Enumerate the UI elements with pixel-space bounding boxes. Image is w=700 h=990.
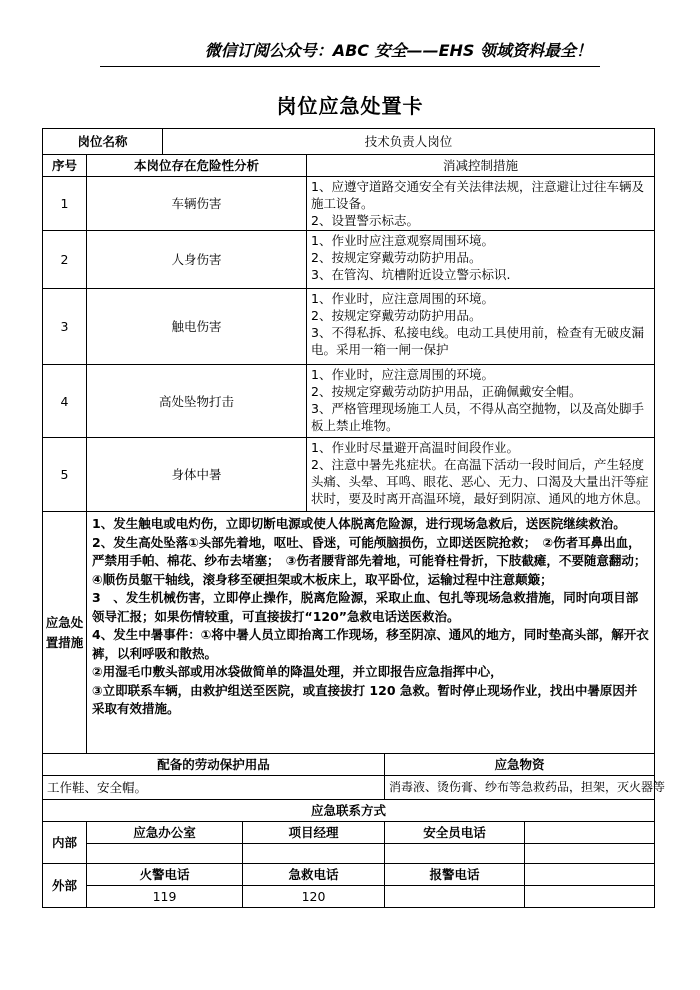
header-note-text: 微信订阅公众号：ABC 安全——EHS 领域资料最全！	[204, 41, 592, 60]
internal-header: 安全员电话	[385, 822, 525, 844]
external-value	[385, 886, 525, 908]
row-measures	[307, 177, 655, 231]
table-row	[43, 289, 655, 365]
row-hazard: 人身伤害	[87, 231, 307, 289]
table-row	[43, 177, 655, 231]
column-header-row	[43, 155, 655, 177]
measure-line: 2、设置警示标志。	[311, 213, 419, 228]
protect-value: 工作鞋、安全帽。	[43, 776, 385, 800]
supplies-label: 应急物资	[385, 754, 655, 776]
measure-line: 3、在管沟、坑槽附近设立警示标识.	[311, 267, 511, 282]
emergency-paragraph: 2、发生高处坠落①头部先着地，呕吐、昏迷，可能颅脑损伤，立即送医院抢救； ②伤者耳鼻出血，严禁用手帕、棉花、纱布去堵塞； ③伤者腰背部先着地，可能脊柱骨折，下肢截瘫，不要随意翻动； ④顺伤员躯干轴线，滚身移至硬担架或木板床上，取平卧位，运输过程中注意颠簸；	[92, 534, 653, 587]
external-label: 外部	[43, 864, 87, 908]
measure-line: 2、按规定穿戴劳动防护用品。	[311, 250, 482, 265]
internal-header-row	[43, 822, 655, 844]
measure-line: 1、作业时，应注意周围的环境。	[311, 367, 494, 382]
external-value: 119	[87, 886, 243, 908]
emergency-row	[43, 512, 655, 754]
row-index: 3	[43, 289, 87, 365]
external-header-extra	[525, 864, 655, 886]
internal-header: 应急办公室	[87, 822, 243, 844]
emergency-label: 应急处置措施	[43, 512, 87, 754]
row-index: 5	[43, 438, 87, 512]
table-row	[43, 365, 655, 438]
measure-line: 3、不得私拆、私接电线。电动工具使用前，检查有无破皮漏电。采用一箱一闸一保护	[311, 325, 644, 357]
row-hazard: 高处坠物打击	[87, 365, 307, 438]
external-value: 120	[243, 886, 385, 908]
measure-line: 2、按规定穿戴劳动防护用品。	[311, 308, 482, 323]
external-header: 报警电话	[385, 864, 525, 886]
protect-label: 配备的劳动保护用品	[43, 754, 385, 776]
row-index: 1	[43, 177, 87, 231]
emergency-card-table	[42, 128, 666, 908]
equipment-value-row	[43, 776, 655, 800]
external-value-row	[43, 886, 655, 908]
row-measures	[307, 231, 655, 289]
header-note	[0, 38, 700, 62]
internal-value	[525, 844, 655, 864]
external-header: 急救电话	[243, 864, 385, 886]
post-row	[43, 129, 655, 155]
table-row	[43, 438, 655, 512]
measure-line: 3、严格管理现场施工人员，不得从高空抛物，以及高处脚手板上禁止堆物。	[311, 401, 644, 433]
internal-header-extra	[525, 822, 655, 844]
measure-line: 2、按规定穿戴劳动防护用品，正确佩戴安全帽。	[311, 384, 582, 399]
external-header: 火警电话	[87, 864, 243, 886]
header-divider	[100, 66, 600, 67]
internal-value	[87, 844, 243, 864]
row-hazard: 车辆伤害	[87, 177, 307, 231]
row-index: 4	[43, 365, 87, 438]
row-hazard: 触电伤害	[87, 289, 307, 365]
post-label: 岗位名称	[43, 129, 163, 155]
contacts-title-row	[43, 800, 655, 822]
measure-line: 2、注意中暑先兆症状。在高温下活动一段时间后，产生轻度头痛、头晕、耳鸣、眼花、恶心、无力、口渴及大量出汗等症状时，要及时离开高温环境，最好到阴凉、通风的地方休息。	[311, 457, 649, 506]
measure-line: 1、作业时，应注意周围的环境。	[311, 291, 494, 306]
emergency-paragraph: ③立即联系车辆，由救护组送至医院，或直接拔打 120 急救。暂时停止现场作业，找出中暑原因并采取有效措施。	[92, 682, 638, 716]
row-index: 2	[43, 231, 87, 289]
emergency-paragraph: ②用湿毛巾敷头部或用冰袋做简单的降温处理，并立即报告应急指挥中心，	[92, 664, 503, 679]
equipment-header-row	[43, 754, 655, 776]
page-title: 岗位应急处置卡	[276, 94, 424, 118]
emergency-measures	[87, 512, 655, 754]
emergency-paragraph: 3 、发生机械伤害，立即停止操作，脱离危险源，采取止血、包扎等现场急救措施，同时向项目部领导汇报；如果伤情较重，可直接拔打“120”急救电话送医救治。	[92, 590, 639, 624]
col-index-header: 序号	[43, 155, 87, 177]
internal-value	[385, 844, 525, 864]
internal-label: 内部	[43, 822, 87, 864]
measure-line: 1、作业时尽量避开高温时间段作业。	[311, 440, 519, 455]
internal-value-row	[43, 844, 655, 864]
external-header-row	[43, 864, 655, 886]
col-hazard-header: 本岗位存在危险性分析	[87, 155, 307, 177]
measure-line: 1、作业时应注意观察周围环境。	[311, 233, 494, 248]
internal-header: 项目经理	[243, 822, 385, 844]
row-measures	[307, 438, 655, 512]
internal-value	[243, 844, 385, 864]
supplies-value: 消毒液、烫伤膏、纱布等急救药品，担架，灭火器等	[385, 776, 655, 800]
measure-line: 1、应遵守道路交通安全有关法律法规，注意避让过往车辆及施工设备。	[311, 179, 644, 211]
row-measures	[307, 289, 655, 365]
col-measures-header: 消减控制措施	[307, 155, 655, 177]
table-row	[43, 231, 655, 289]
external-value	[525, 886, 655, 908]
row-measures	[307, 365, 655, 438]
contacts-title: 应急联系方式	[43, 800, 655, 822]
post-value: 技术负责人岗位	[163, 129, 655, 155]
row-hazard: 身体中暑	[87, 438, 307, 512]
emergency-paragraph: 4、发生中暑事件：①将中暑人员立即抬离工作现场，移至阴凉、通风的地方，同时垫高头部，解开衣裤，以利呼吸和散热。	[92, 627, 649, 661]
emergency-paragraph: 1、发生触电或电灼伤，立即切断电源或使人体脱离危险源，进行现场急救后，送医院继续救治。	[92, 516, 626, 531]
